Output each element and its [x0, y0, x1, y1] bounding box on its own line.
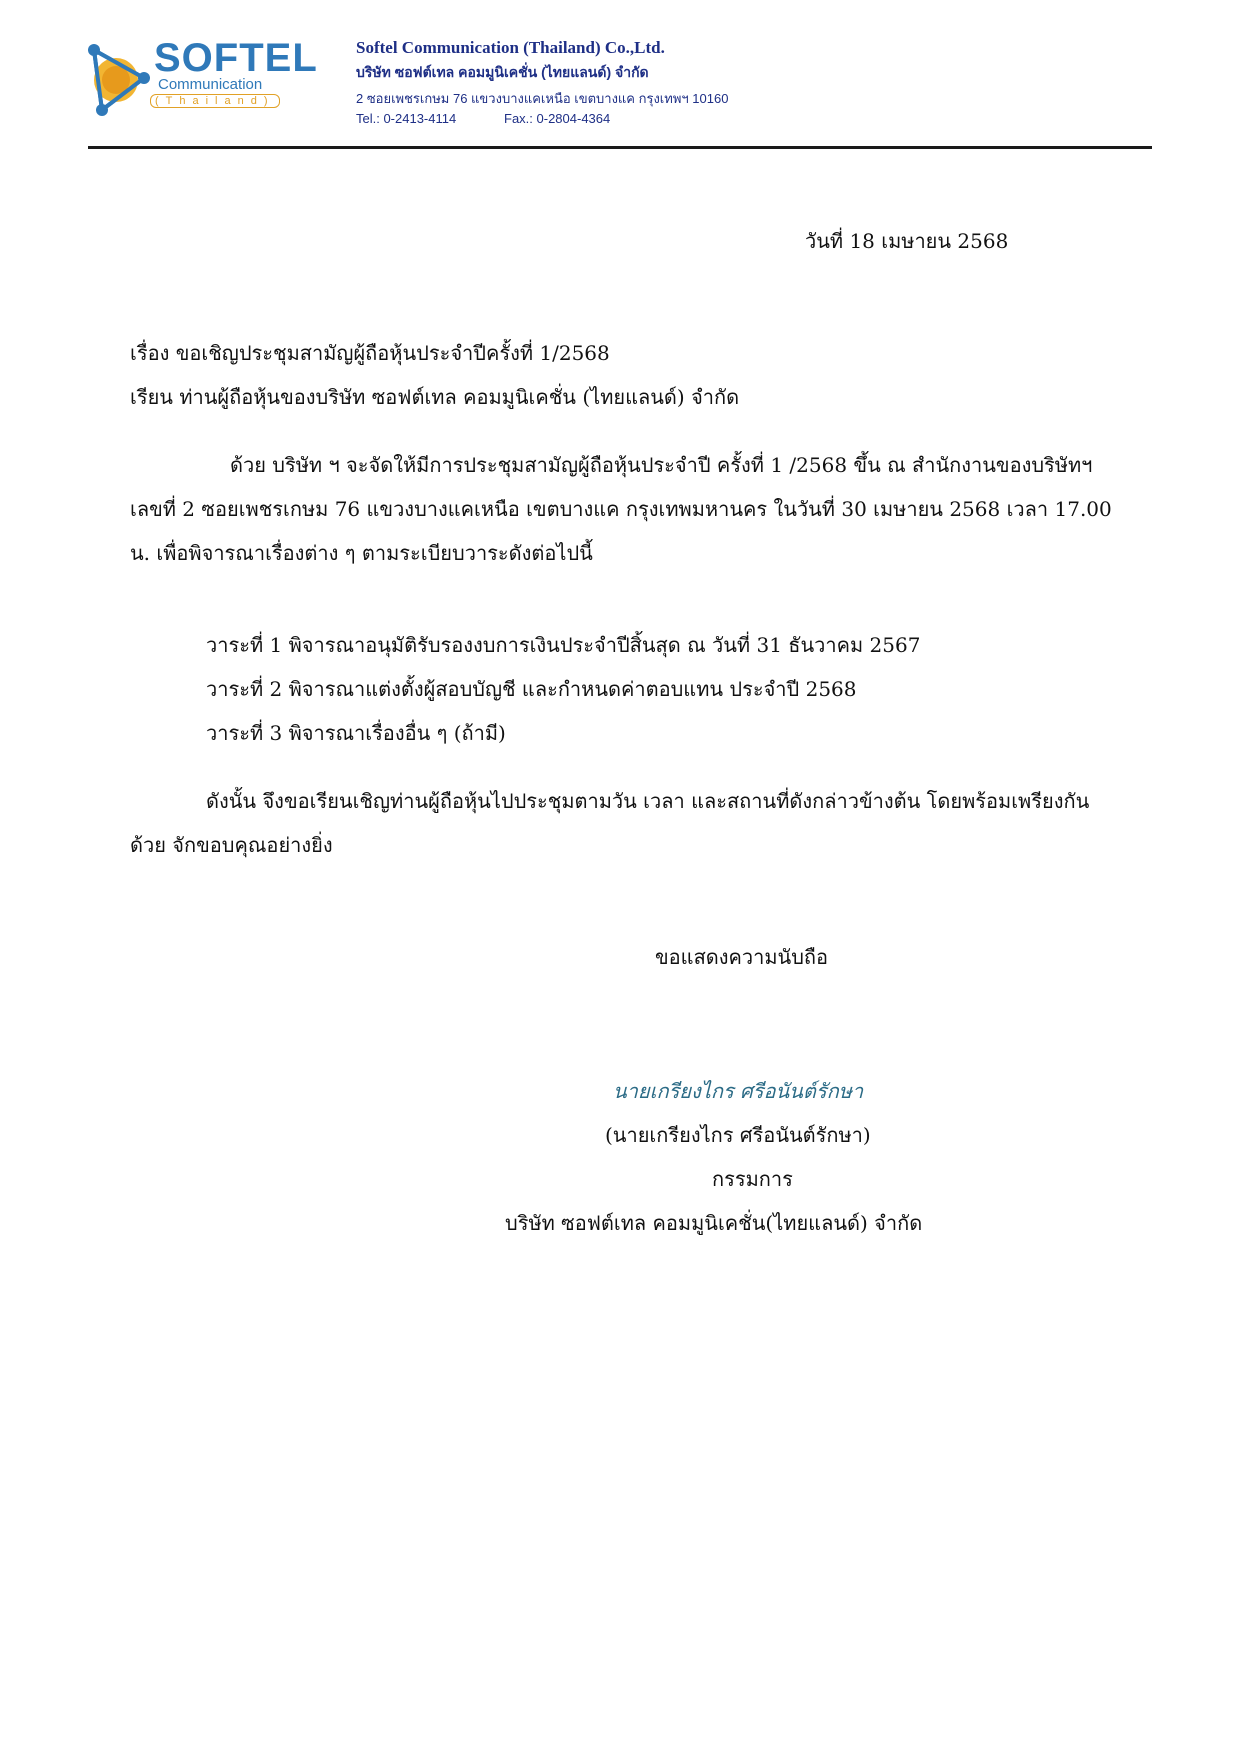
conclusion-line: ด้วย จักขอบคุณอย่างยิ่ง [130, 833, 333, 857]
signer-name: (นายเกรียงไกร ศรีอนันต์รักษา) [605, 1123, 871, 1147]
body-line: น. เพื่อพิจารณาเรื่องต่าง ๆ ตามระเบียบวาระดังต่อไปนี้ [130, 541, 593, 565]
company-address: 2 ซอยเพชรเกษม 76 แขวงบางแคเหนือ เขตบางแค กรุงเทพฯ 10160 [356, 91, 729, 106]
logo-triangle-icon [88, 44, 150, 116]
company-name-en: Softel Communication (Thailand) Co.,Ltd. [356, 38, 665, 57]
logo-country: (Thailand) [150, 94, 280, 108]
company-fax: Fax.: 0-2804-4364 [504, 111, 611, 126]
letter-date: วันที่ 18 เมษายน 2568 [805, 229, 1009, 253]
company-tel: Tel.: 0-2413-4114 [356, 111, 457, 126]
logo-subtitle: Communication [158, 76, 263, 93]
header-divider [88, 146, 1152, 149]
body-line: เลขที่ 2 ซอยเพชรเกษม 76 แขวงบางแคเหนือ เขตบางแค กรุงเทพมหานคร ในวันที่ 30 เมษายน 2568 เวลา 17.00 [130, 497, 1112, 521]
agenda-item-3: วาระที่ 3 พิจารณาเรื่องอื่น ๆ (ถ้ามี) [206, 721, 506, 745]
letter-salutation: เรียน ท่านผู้ถือหุ้นของบริษัท ซอฟต์เทล คอมมูนิเคชั่น (ไทยแลนด์) จำกัด [130, 385, 740, 409]
company-name-th: บริษัท ซอฟต์เทล คอมมูนิเคชั่น (ไทยแลนด์) จำกัด [356, 64, 649, 80]
agenda-item-1: วาระที่ 1 พิจารณาอนุมัติรับรองงบการเงินประจำปีสิ้นสุด ณ วันที่ 31 ธันวาคม 2567 [206, 633, 921, 657]
body-line: ด้วย บริษัท ฯ จะจัดให้มีการประชุมสามัญผู้ถือหุ้นประจำปี ครั้งที่ 1 /2568 ขึ้น ณ สำนักงานของบริษัทฯ [230, 453, 1093, 477]
letter-closing: ขอแสดงความนับถือ [655, 945, 829, 969]
letter-subject: เรื่อง ขอเชิญประชุมสามัญผู้ถือหุ้นประจำปีครั้งที่ 1/2568 [130, 341, 610, 365]
agenda-item-2: วาระที่ 2 พิจารณาแต่งตั้งผู้สอบบัญชี และกำหนดค่าตอบแทน ประจำปี 2568 [206, 677, 857, 701]
signature: นายเกรียงไกร ศรีอนันต์รักษา [613, 1079, 864, 1103]
conclusion-line: ดังนั้น จึงขอเรียนเชิญท่านผู้ถือหุ้นไปประชุมตามวัน เวลา และสถานที่ดังกล่าวข้างต้น โดยพร้อมเพรียงกัน [206, 789, 1090, 813]
signer-title: กรรมการ [712, 1167, 793, 1191]
logo-wordmark: SOFTEL [154, 36, 318, 80]
signer-company: บริษัท ซอฟต์เทล คอมมูนิเคชั่น(ไทยแลนด์) จำกัด [505, 1211, 923, 1235]
